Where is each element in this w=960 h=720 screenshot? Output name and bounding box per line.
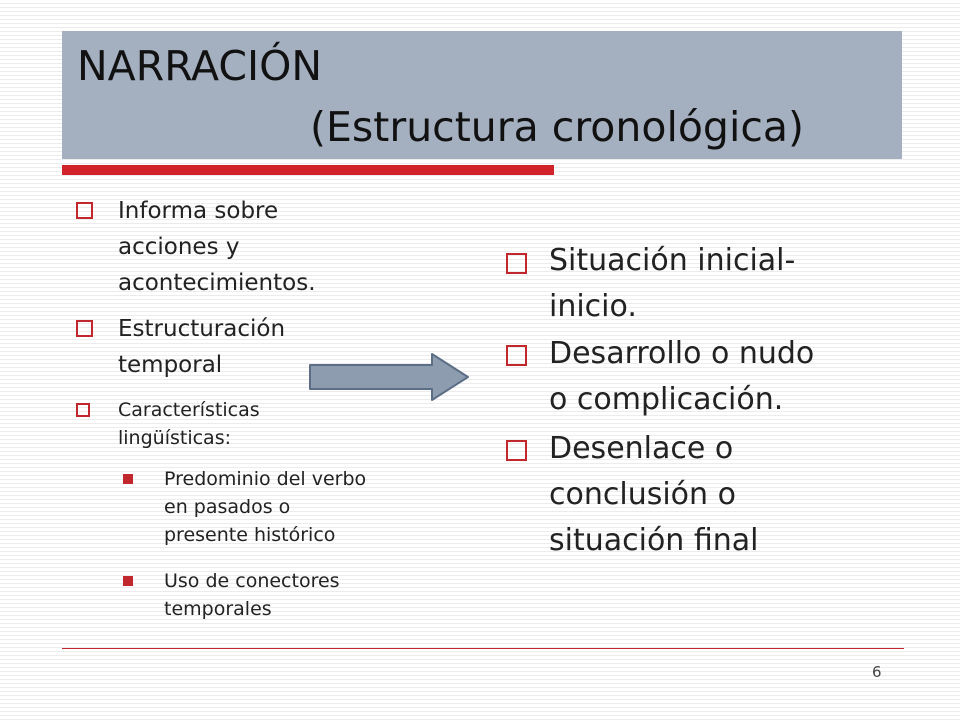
hollow-square-bullet-icon	[506, 345, 527, 366]
list-item-line: inicio.	[549, 289, 637, 324]
list-item-line: Desarrollo o nudo	[549, 336, 815, 371]
list-item-line: lingüísticas:	[118, 427, 231, 449]
list-item-line: acontecimientos.	[118, 270, 316, 296]
filled-square-bullet-icon	[123, 474, 133, 484]
list-item-line: Desenlace o	[549, 431, 734, 466]
footer-divider	[62, 648, 904, 649]
list-item-line: Estructuración	[118, 316, 286, 342]
title-line-1: NARRACIÓN	[77, 42, 323, 90]
hollow-square-bullet-icon	[506, 440, 527, 461]
hollow-square-bullet-icon	[506, 253, 527, 274]
list-item-line: temporal	[118, 352, 223, 378]
list-item-line: Situación inicial-	[549, 243, 796, 278]
list-item-line: acciones y	[118, 234, 240, 260]
list-item-line: Características	[118, 399, 260, 421]
sub-list-item-line: temporales	[164, 598, 272, 620]
slide-number: 6	[872, 663, 882, 681]
right-arrow-icon	[308, 352, 472, 402]
title-line-2: (Estructura cronológica)	[310, 103, 805, 151]
list-item-line: o complicación.	[549, 382, 784, 417]
hollow-square-bullet-icon	[76, 202, 93, 219]
sub-list-item-line: Uso de conectores	[164, 570, 340, 592]
title-banner	[62, 31, 902, 159]
sub-list-item-line: Predominio del verbo	[164, 468, 367, 490]
list-item-line: situación final	[549, 523, 759, 558]
list-item-line: conclusión o	[549, 477, 736, 512]
filled-square-bullet-icon	[123, 576, 133, 586]
list-item-line: Informa sobre	[118, 198, 279, 224]
sub-list-item-line: en pasados o	[164, 496, 291, 518]
hollow-square-bullet-icon	[76, 403, 90, 417]
hollow-square-bullet-icon	[76, 320, 93, 337]
sub-list-item-line: presente histórico	[164, 524, 336, 546]
title-underline-bar	[62, 165, 554, 175]
